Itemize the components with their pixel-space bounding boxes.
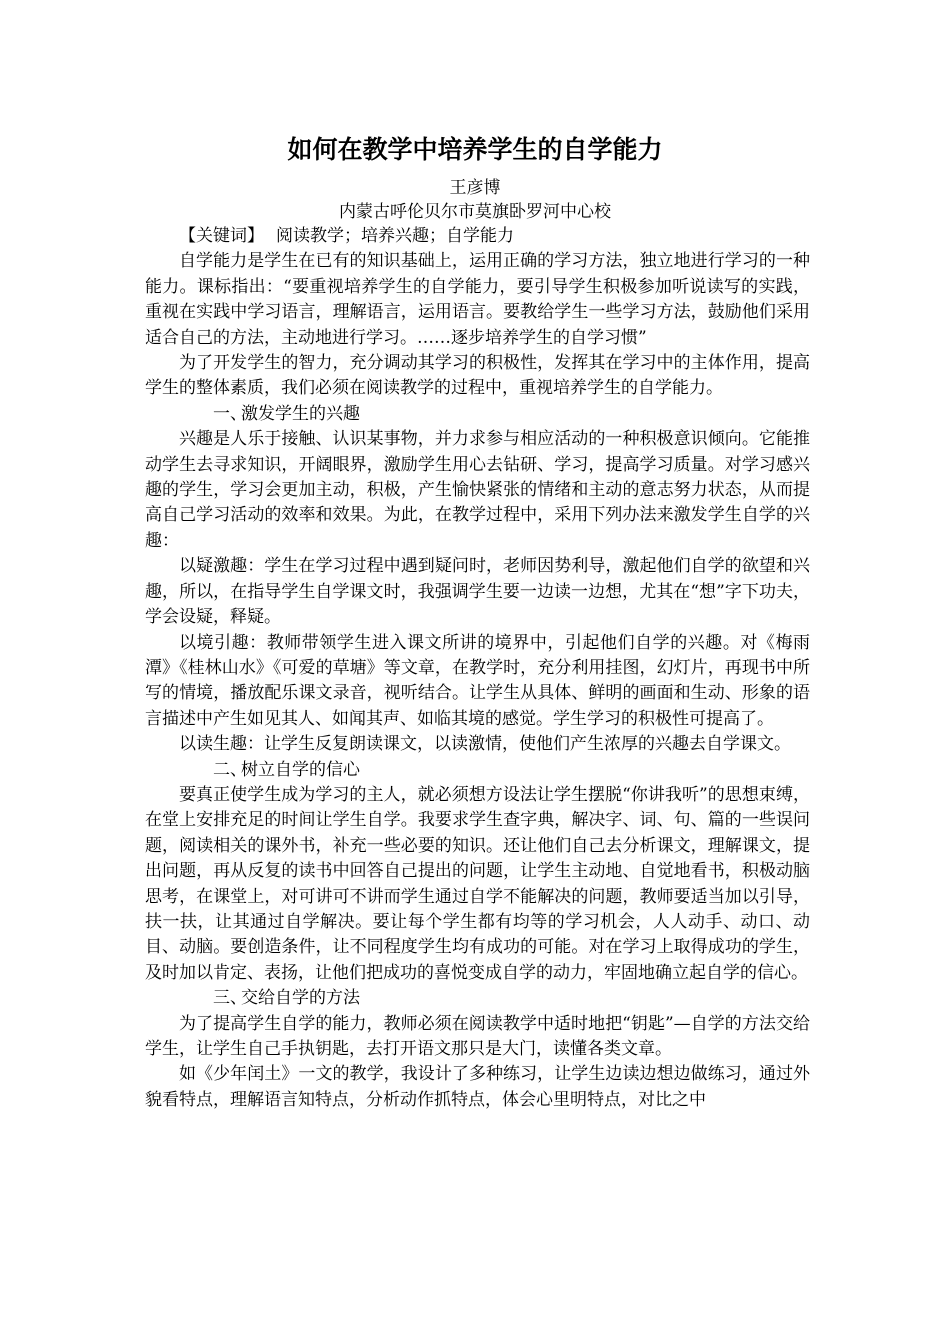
section1-paragraph-2: 以疑激趣：学生在学习过程中遇到疑问时，老师因势利导，激起他们自学的欲望和兴趣，所以，在指导学生自学课文时，我强调学生要一边读一边想，尤其在“想”字下功夫，学会设疑，释疑。 xyxy=(145,556,810,628)
keywords-label: 【关键词】 xyxy=(179,226,264,246)
author-affiliation: 内蒙古呼伦贝尔市莫旗卧罗河中心校 xyxy=(339,202,611,222)
section1-paragraph-3: 以境引趣：教师带领学生进入课文所讲的境界中，引起他们自学的兴趣。对《梅雨潭》《桂林山水》《可爱的草塘》等文章，在教学时，充分利用挂图，幻灯片，再现书中所写的情境，播放配乐课文录音，视听结合。让学生从具体、鲜明的画面和生动、形象的语言描述中产生如见其人、如闻其声、如临其境的感觉。学生学习的积极性可提高了。 xyxy=(145,632,810,729)
section-heading-3 xyxy=(145,986,810,1011)
section2-paragraph-1: 要真正使学生成为学习的主人，就必须想方设法让学生摆脱“你讲我听”的思想束缚，在堂上安排充足的时间让学生自学。我要求学生查字典，解决字、词、句、篇的一些误问题，阅读相关的课外书，补充一些必要的知识。还让他们自己去分析课文，理解课文，提出问题，再从反复的读书中回答自己提出的问题，让学生主动地、自觉地看书，积极动脑思考，在课堂上，对可讲可不讲而学生通过自学不能解决的问题，教师要适当加以引导，扶一扶，让其通过自学解决。要让每个学生都有均等的学习机会，人人动手、动口、动目、动脑。要创造条件，让不同程度学生均有成功的可能。对在学习上取得成功的学生，及时加以肯定、表扬，让他们把成功的喜悦变成自学的动力，牢固地确立起自学的信心。 xyxy=(145,784,810,983)
section-title-3: 交给自学的方法 xyxy=(241,988,360,1009)
section-title-1: 激发学生的兴趣 xyxy=(241,403,360,424)
section-heading-1 xyxy=(145,402,810,427)
intro-paragraph-2: 为了开发学生的智力，充分调动其学习的积极性，发挥其在学习中的主体作用，提高学生的整体素质，我们必须在阅读教学的过程中，重视培养学生的自学能力。 xyxy=(145,353,810,399)
section1-paragraph-4: 以读生趣：让学生反复朗读课文，以读激情，使他们产生浓厚的兴趣去自学课文。 xyxy=(179,734,791,755)
section-heading-2 xyxy=(145,758,810,783)
intro-paragraph-1: 自学能力是学生在已有的知识基础上，运用正确的学习方法，独立地进行学习的一种能力。课标指出：“要重视培养学生的自学能力，要引导学生积极参加听说读写的实践，重视在实践中学习语言，理解语言，运用语言。要教给学生一些学习方法，鼓励他们采用适合自己的方法，主动地进行学习。……逐步培养学生的自学习惯” xyxy=(145,251,810,348)
section3-paragraph-1: 为了提高学生自学的能力，教师必须在阅读教学中适时地把“钥匙”—自学的方法交给学生，让学生自己手执钥匙，去打开语文那只是大门，读懂各类文章。 xyxy=(145,1013,810,1059)
section-number-2: 二、 xyxy=(213,759,247,780)
document-title: 如何在教学中培养学生的自学能力 xyxy=(287,135,663,164)
section3-paragraph-2: 如《少年闰土》一文的教学，我设计了多种练习，让学生边读边想边做练习，通过外貌看特点，理解语言知特点，分析动作抓特点，体会心里明特点，对比之中 xyxy=(145,1064,810,1110)
document-body xyxy=(145,224,810,1113)
section1-paragraph-1: 兴趣是人乐于接触、认识某事物，并力求参与相应活动的一种积极意识倾向。它能推动学生去寻求知识，开阔眼界，激励学生用心去钻研、学习，提高学习质量。对学习感兴趣的学生，学习会更加主动，积极，产生愉快紧张的情绪和主动的意志努力状态，从而提高自己学习活动的效率和效果。为此，在教学过程中，采用下列办法来激发学生自学的兴趣： xyxy=(145,429,810,551)
section-number-3: 三、 xyxy=(213,988,247,1009)
author-name: 王彦博 xyxy=(449,178,501,198)
keywords-line xyxy=(145,224,810,249)
section-number-1: 一、 xyxy=(213,403,247,424)
section-title-2: 树立自学的信心 xyxy=(241,759,360,780)
keywords-text: 阅读教学；培养兴趣；自学能力 xyxy=(276,226,514,246)
